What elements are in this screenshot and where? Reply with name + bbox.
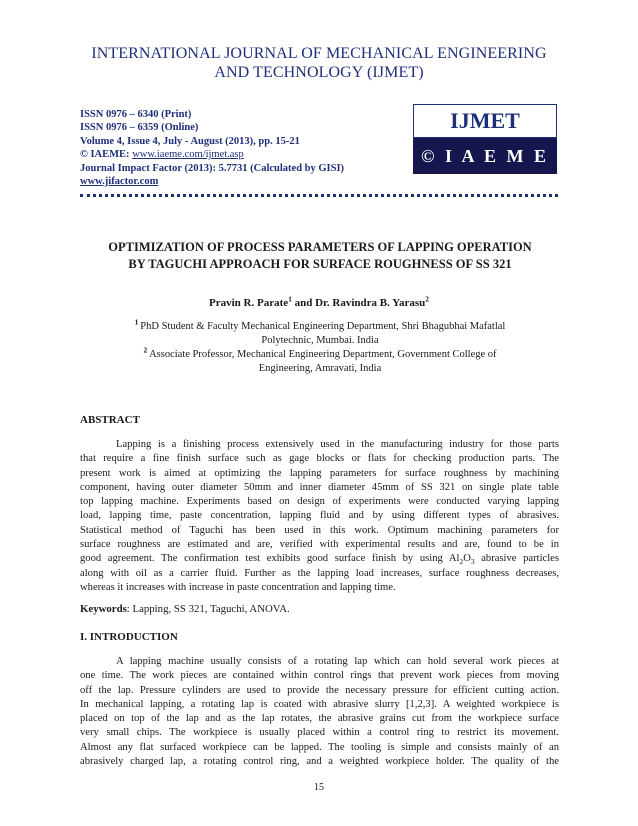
abstract-line: along with oil as a carrier fluid. Further as the lapping load increases, surface roughness decreases, [80,567,559,579]
authors-line [80,296,558,310]
affiliation-2-line1: Associate Professor, Mechanical Engineering Department, Government College of [149,349,497,360]
abstract-line: top lapping machine. Experiments based on design of experiments were conducted varying lapping [80,496,559,508]
affiliation-1-line1: PhD Student & Faculty Mechanical Engineering Department, Shri Bhagubhai Mafatlal [140,321,506,332]
logo-ijmet: IJMET [413,104,557,138]
intro-line: one time. The work pieces are contained within control rings that prevent work pieces from moving [80,670,559,682]
intro-line: A lapping machine usually consists of a rotating lap which can hold several work pieces at [116,656,559,667]
volume-info: Volume 4, Issue 4, July - August (2013), pp. 15-21 [80,135,300,147]
affiliation-2-line2: Engineering, Amravati, India [258,362,382,374]
abstract-line: whereas it increases with increase in paste concentration and lapping time. [80,581,396,593]
keywords-line [80,603,290,615]
journal-logo [413,104,557,174]
abstract-line: present work is aimed at optimizing the lapping parameters for surface roughness by machining [80,467,559,479]
abstract-line: that require a fine finish surface such as gage blocks or flats for checking production parts. The [80,453,559,465]
author-2: and Dr. Ravindra B. Yarasu [291,297,426,309]
paper-title-line2: BY TAGUCHI APPROACH FOR SURFACE ROUGHNESS OF SS 321 [128,257,512,271]
affiliation-2 [100,345,540,375]
issn-online: ISSN 0976 – 6359 (Online) [80,122,199,134]
abstract-line: good agreement. The confirmation test exhibits good surface finish by using $Al_2O_3$ abrasive particles [80,553,560,567]
abstract-line: Statistical method of Taguchi has been used in this work. Optimum machining parameters for [80,524,559,536]
author-2-sup: 2 [425,294,429,304]
journal-title-line1: INTERNATIONAL JOURNAL OF MECHANICAL ENGINEERING [91,45,547,62]
intro-line: placed on top of the lap and as the lap rotates, the abrasive grains cut from the workpiece surface [80,713,559,725]
author-1-sup: 1 [288,294,292,304]
abstract-line: Lapping is a finishing process extensively used in the manufacturing industry for those parts [116,439,559,450]
introduction-heading: I. INTRODUCTION [80,631,178,643]
abstract-line: surface roughness are estimated and are, verified with experimental results and are, found to be in [80,539,559,551]
paper-title-line1: OPTIMIZATION OF PROCESS PARAMETERS OF LAPPING OPERATION [108,240,532,254]
affiliation-1 [100,317,540,347]
logo-iaeme: © I A E M E [413,138,557,174]
intro-line: off the lap. Pressure cylinders are used to provide the necessary pressure for efficient cutting action. [80,684,559,696]
issn-print: ISSN 0976 – 6340 (Print) [80,109,192,120]
intro-line: abrasively charged lap, a rotating control ring, and a weighted workpiece holder. The quality of the [80,756,559,768]
intro-line: In mechanical lapping, a rotating lap is coated with abrasive slurry [1,2,3]. A weighted workpiece is [80,698,559,710]
introduction-body [80,655,559,769]
page-number: 15 [314,782,324,793]
abstract-heading: ABSTRACT [80,414,140,426]
website-link[interactable]: www.iaeme.com/ijmet.asp [132,149,244,161]
abstract-line: load, lapping time, paste concentration, lapping fluid and by using different types of abrasives. [80,510,559,522]
copyright-line [80,148,410,161]
affiliation-1-line2: Polytechnic, Mumbai. India [261,334,379,346]
affiliation-1-sup: 1 [134,317,141,327]
intro-line: Almost any flat surfaced workpiece can be lapped. The tooling is simple and consists mainly of an [80,741,559,753]
paper-title [75,239,565,273]
keywords-label: Keywords [80,603,127,615]
journal-title-line2: AND TECHNOLOGY (IJMET) [214,64,424,81]
abstract-body [80,438,559,595]
abstract-line: component, having outer diameter 50mm and inner diameter 45mm of SS 321 on single plate table [80,481,559,493]
affiliation-2-sup: 2 [143,345,150,355]
dotted-divider [80,194,558,197]
intro-line: very small chips. The workpiece is usually placed within a control ring to restrict its movement. [80,727,559,739]
journal-title [70,44,568,82]
journal-meta [80,108,410,188]
author-1: Pravin R. Parate [209,297,289,309]
impact-factor: Journal Impact Factor (2013): 5.7731 (Calculated by GISI) [80,162,345,174]
jifactor-link[interactable]: www.jifactor.com [80,176,159,188]
copyright-prefix: © IAEME: [80,149,133,161]
keywords-text: : Lapping, SS 321, Taguchi, ANOVA. [126,603,290,615]
